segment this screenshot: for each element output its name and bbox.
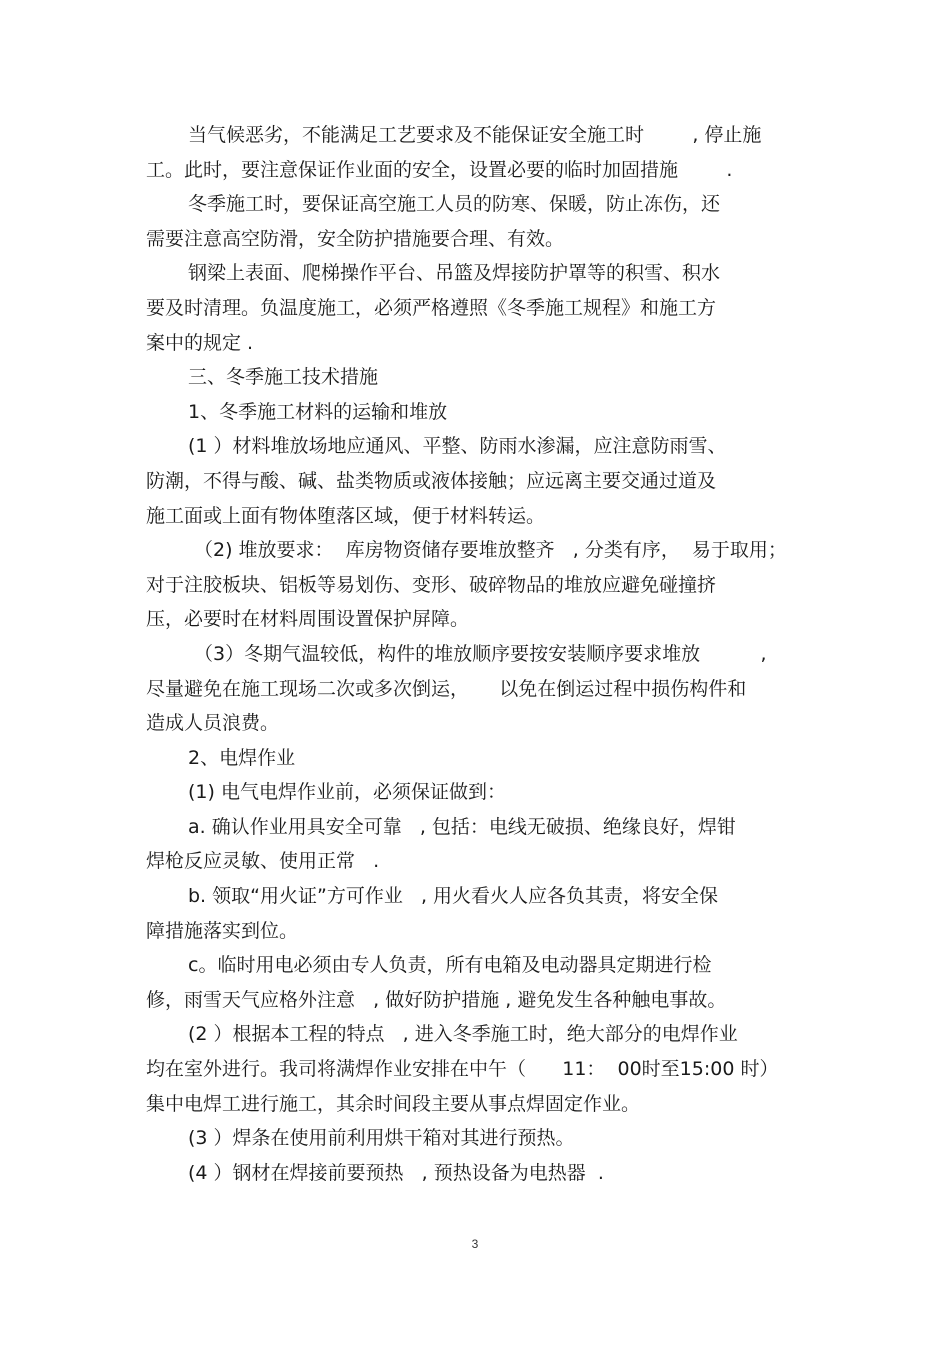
text-line: 当气候恶劣，不能满足工艺要求及不能保证安全施工时 , 停止施	[188, 124, 762, 146]
text-line: 造成人员浪费。	[146, 712, 280, 735]
text-line: 障措施落实到位。	[146, 919, 299, 942]
text-line: 需要注意高空防滑，安全防护措施要合理、有效。	[146, 227, 565, 250]
section-heading: 三、冬季施工技术措施	[188, 366, 379, 389]
text-line: 冬季施工时，要保证高空施工人员的防寒、保暖，防止冻伤，还	[188, 193, 721, 216]
text-line: 集中电焊工进行施工，其余时间段主要从事点焊固定作业。	[146, 1092, 641, 1115]
subsection-heading: 1、冬季施工材料的运输和堆放	[188, 400, 448, 423]
text-line: 修，雨雪天气应格外注意 , 做好防护措施 , 避免发生各种触电事故。	[146, 988, 727, 1011]
text-line: 焊枪反应灵敏、使用正常 .	[146, 850, 380, 873]
text-line: (4 ）钢材在焊接前要预热 , 预热设备为电热器 .	[188, 1161, 604, 1184]
text-line: 案中的规定 .	[146, 331, 254, 354]
page-number: 3	[471, 1237, 479, 1251]
text-line: （2) 堆放要求： 库房物资储存要堆放整齐 , 分类有序， 易于取用；	[194, 539, 787, 562]
text-line: (3 ）焊条在使用前利用烘干箱对其进行预热。	[188, 1127, 575, 1150]
subsection-heading: 2、电焊作业	[188, 746, 296, 769]
document-body	[146, 118, 810, 1190]
text-line: a. 确认作业用具安全可靠 , 包括：电线无破损、绝缘良好，焊钳	[188, 815, 736, 838]
text-line: 防潮，不得与酸、碱、盐类物质或液体接触；应远离主要交通过道及	[146, 469, 717, 492]
text-line: 对于注胶板块、铝板等易划伤、变形、破碎物品的堆放应避免碰撞挤	[146, 573, 717, 596]
text-line: 压，必要时在材料周围设置保护屏障。	[146, 608, 470, 631]
text-line: 尽量避免在施工现场二次或多次倒运， 以免在倒运过程中损伤构件和	[146, 677, 747, 700]
text-line: 工。此时，要注意保证作业面的安全，设置必要的临时加固措施 .	[146, 158, 733, 181]
text-line: 均在室外进行。我司将满焊作业安排在中午（ 11： 00时至15:00 时）	[146, 1058, 779, 1081]
text-line: 要及时清理。负温度施工，必须严格遵照《冬季施工规程》和施工方	[146, 296, 717, 319]
text-line: b. 领取“用火证”方可作业 , 用火看火人应各负其责，将安全保	[188, 885, 719, 908]
text-line: (1) 电气电焊作业前，必须保证做到：	[188, 781, 506, 804]
text-line: （3）冬期气温较低，构件的堆放顺序要按安装顺序要求堆放 ,	[194, 642, 767, 665]
text-line: 钢梁上表面、爬梯操作平台、吊篮及焊接防护罩等的积雪、积水	[188, 262, 721, 285]
text-line: c。临时用电必须由专人负责，所有电箱及电动器具定期进行检	[188, 954, 712, 977]
text-line: (2 ）根据本工程的特点 , 进入冬季施工时，绝大部分的电焊作业	[188, 1023, 738, 1046]
text-line: (1 ）材料堆放场地应通风、平整、防雨水渗漏，应注意防雨雪、	[188, 435, 727, 458]
text-line: 施工面或上面有物体堕落区域，便于材料转运。	[146, 504, 546, 527]
